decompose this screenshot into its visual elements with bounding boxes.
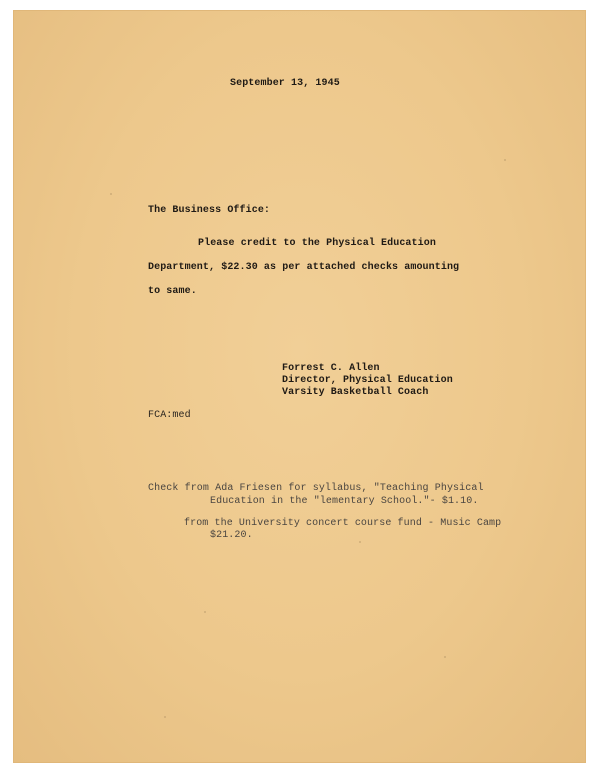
body-line-3: to same. bbox=[148, 286, 197, 297]
enclosure-line-1: Check from Ada Friesen for syllabus, "Teaching Physical bbox=[148, 483, 484, 494]
paper-speck bbox=[110, 193, 112, 195]
enclosure-line-4: $21.20. bbox=[210, 530, 253, 541]
paper-speck bbox=[359, 541, 361, 543]
letter-date: September 13, 1945 bbox=[230, 78, 340, 89]
signature-title-2: Varsity Basketball Coach bbox=[282, 387, 429, 398]
paper-speck bbox=[204, 611, 206, 613]
paper-speck bbox=[164, 716, 166, 718]
body-line-1: Please credit to the Physical Education bbox=[198, 238, 436, 249]
enclosure-line-3: from the University concert course fund - Music Camp bbox=[184, 518, 502, 529]
enclosure-line-2: Education in the "lementary School."- $1.10. bbox=[210, 496, 479, 507]
signature-name: Forrest C. Allen bbox=[282, 363, 380, 374]
paper-speck bbox=[504, 159, 506, 161]
reference-initials: FCA:med bbox=[148, 410, 191, 421]
signature-title-1: Director, Physical Education bbox=[282, 375, 453, 386]
salutation: The Business Office: bbox=[148, 205, 271, 216]
body-line-2: Department, $22.30 as per attached checks amounting bbox=[148, 262, 460, 273]
paper-speck bbox=[444, 656, 446, 658]
